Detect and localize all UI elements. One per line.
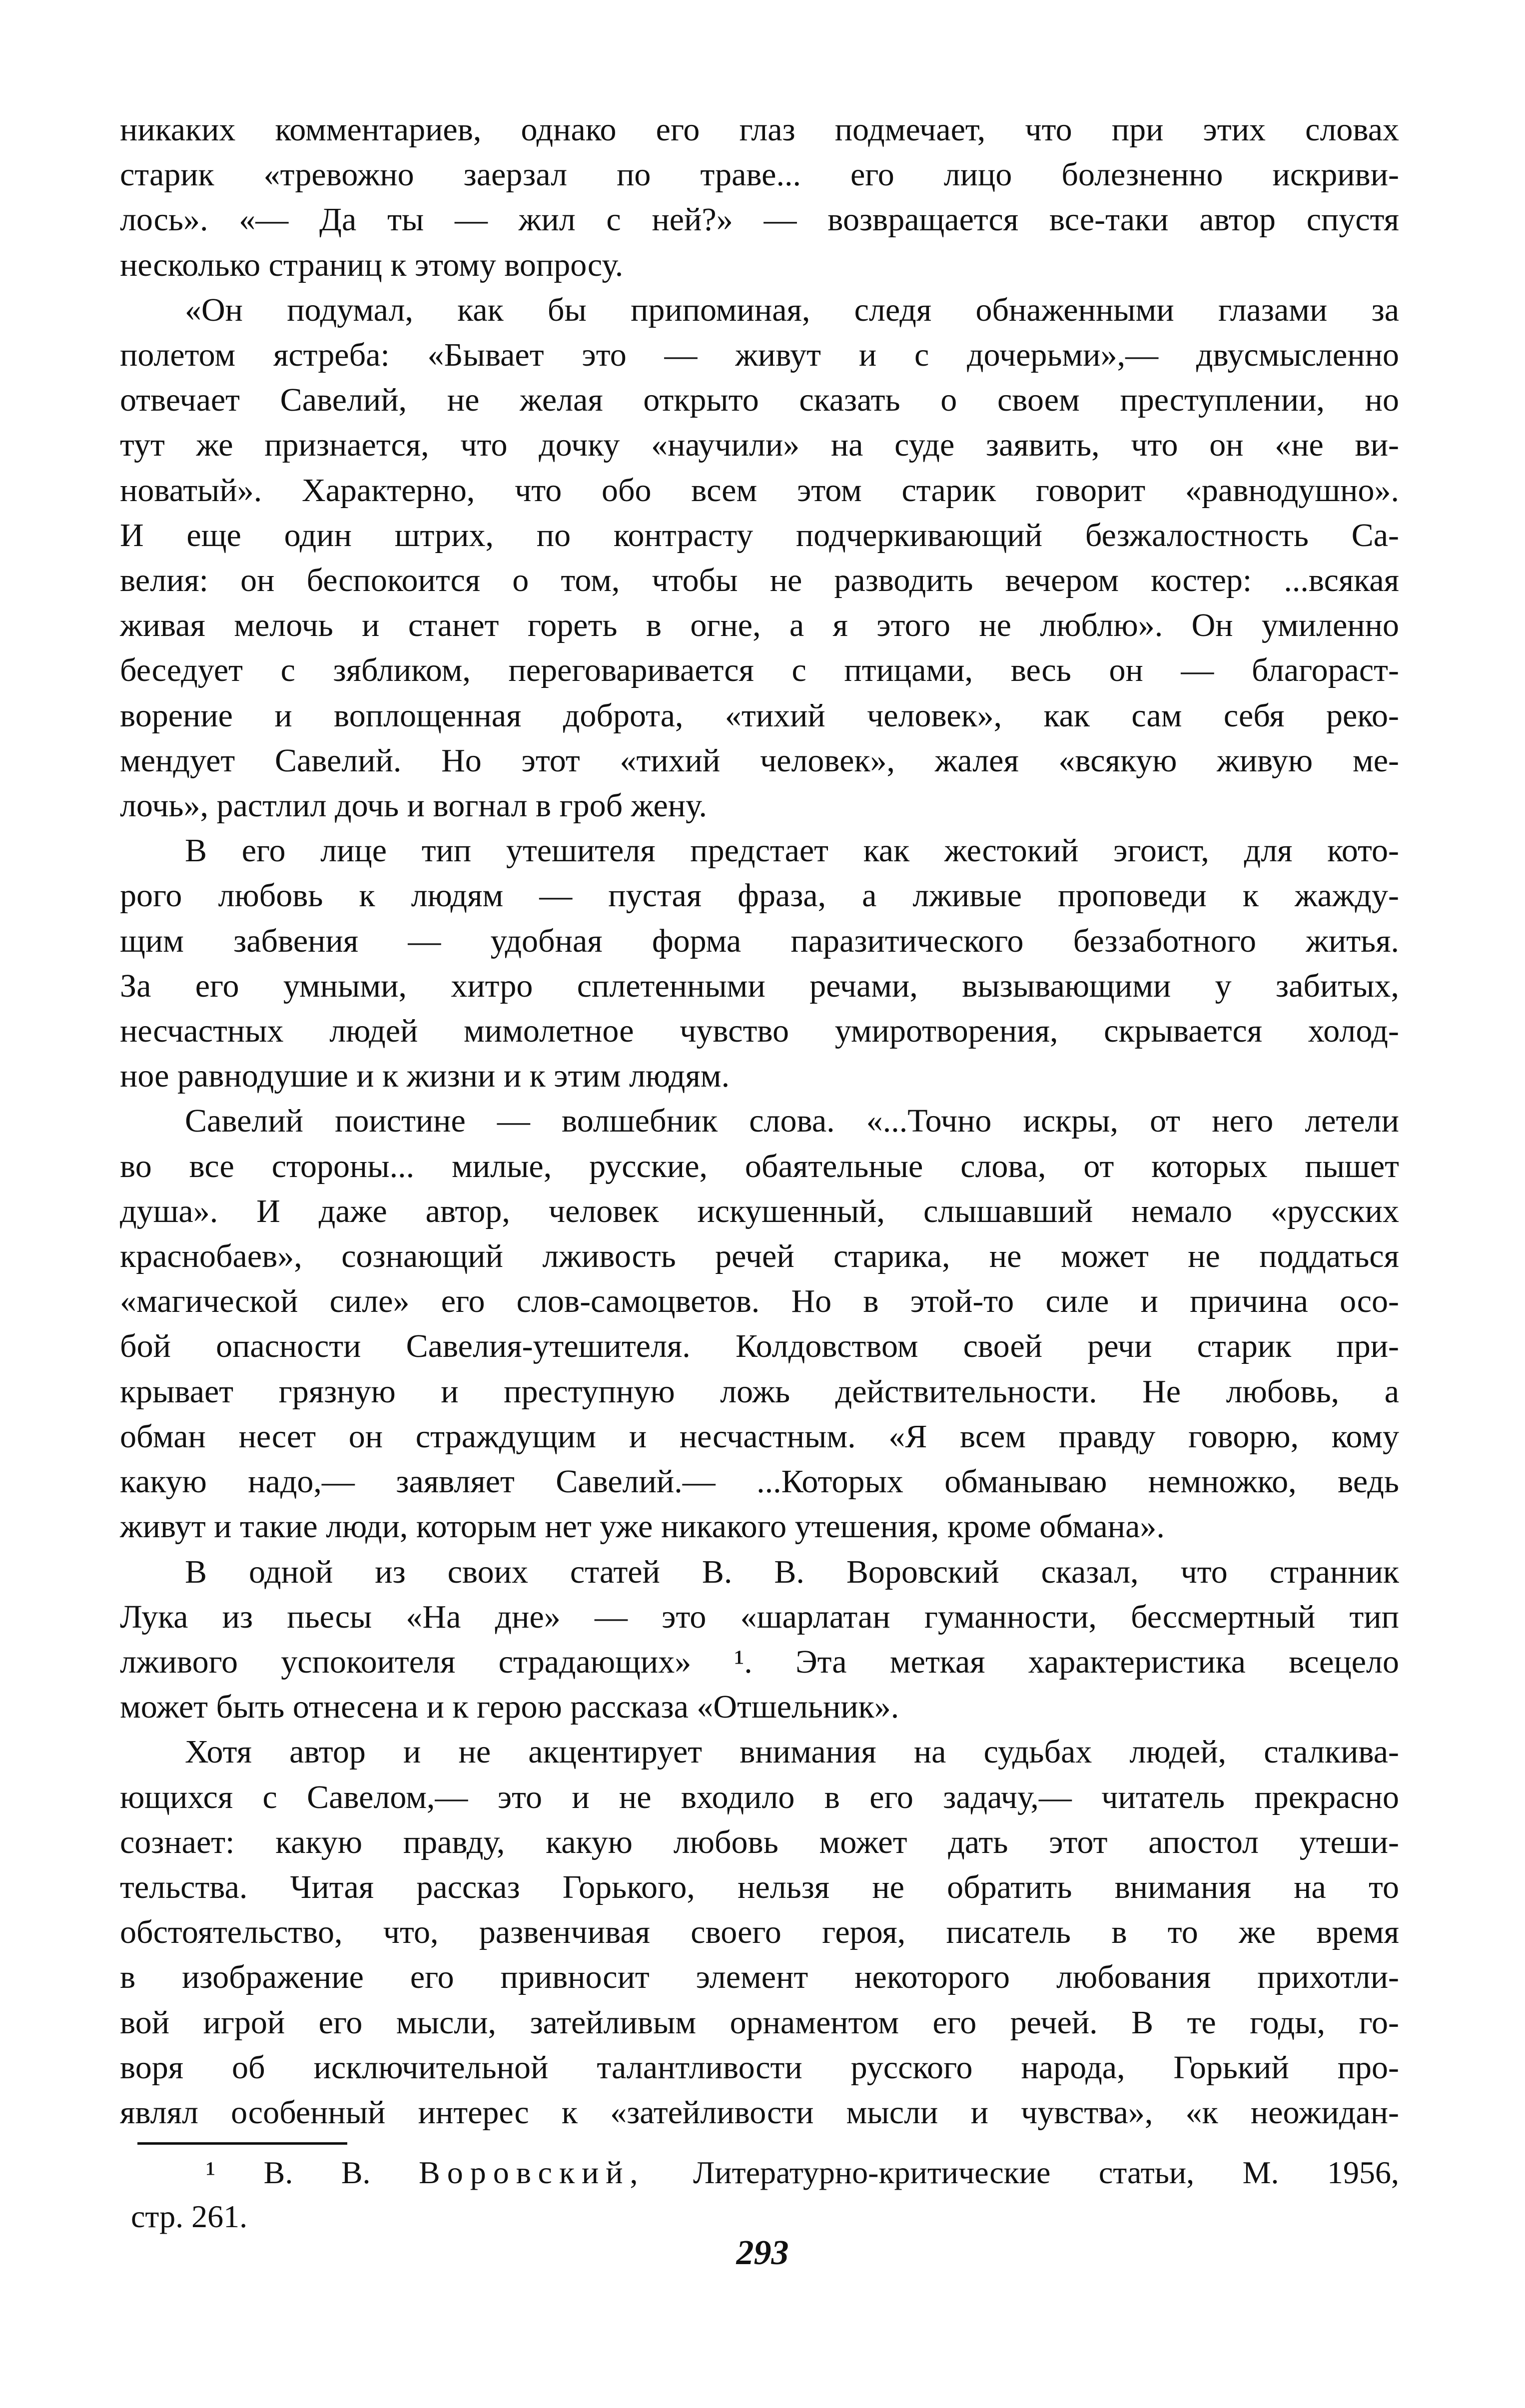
text-line: вой игрой его мысли, затейливым орнаментом его речей. В те годы, го- [120,2004,1399,2041]
text-line: живут и такие люди, которым нет уже никакого утешения, кроме обмана». [120,1508,1165,1545]
text-line: краснобаев», сознающий лживость речей старика, не может не поддаться [120,1238,1399,1275]
text-line: новатый». Характерно, что обо всем этом старик говорит «равнодушно». [120,472,1399,509]
text-line: Хотя автор и не акцентирует внимания на судьбах людей, сталкива- [185,1734,1399,1771]
text-line: живая мелочь и станет гореть в огне, а я этого не люблю». Он умиленно [120,607,1399,644]
text-line: старик «тревожно заерзал по траве... его лицо болезненно искриви- [120,156,1399,193]
text-line: несколько страниц к этому вопросу. [120,246,624,283]
footnote-divider [137,2142,347,2145]
text-line: обстоятельство, что, развенчивая своего героя, писатель в то же время [120,1914,1399,1951]
text-line: щим забвения — удобная форма паразитического беззаботного житья. [120,922,1399,959]
footnote-line: стр. 261. [131,2199,248,2234]
paragraph-6 [120,1730,1399,2135]
footnote-source: Литературно-критические статьи, М. 1956, [693,2155,1400,2190]
text-line: ное равнодушие и к жизни и к этим людям. [120,1058,730,1095]
text-line: несчастных людей мимолетное чувство умиротворения, скрывается холод- [120,1013,1399,1050]
page-number: 293 [736,2234,789,2272]
text-line: тельства. Читая рассказ Горького, нельзя не обратить внимания на то [120,1868,1399,1905]
text-line: мендует Савелий. Но этот «тихий человек», жалея «всякую живую ме- [120,742,1399,779]
text-line: лочь», растлил дочь и вогнал в гроб жену. [120,787,707,824]
text-line: «Он подумал, как бы припоминая, следя обнаженными глазами за [185,291,1399,328]
text-line: Савелий поистине — волшебник слова. «...Точно искры, от него летели [185,1103,1399,1140]
paragraph-1 [120,107,1399,288]
paragraph-2 [120,288,1399,828]
text-line: во все стороны... милые, русские, обаятельные слова, от которых пышет [120,1148,1399,1185]
text-line: рого любовь к людям — пустая фраза, а лживые проповеди к жажду- [120,877,1399,914]
text-line: велия: он беспокоится о том, чтобы не разводить вечером костер: ...всякая [120,562,1399,599]
text-line: лось». «— Да ты — жил с ней?» — возвращается все-таки автор спустя [120,201,1399,238]
body-text [120,107,1399,2135]
text-line: В его лице тип утешителя предстает как жестокий эгоист, для кото- [185,832,1399,869]
text-line: В одной из своих статей В. В. Воровский сказал, что странник [185,1553,1399,1590]
text-line: Лука из пьесы «На дне» — это «шарлатан гуманности, бессмертный тип [120,1598,1399,1635]
paragraph-5 [120,1550,1399,1730]
text-line: ющихся с Савелом,— это и не входило в его задачу,— читатель прекрасно [120,1779,1399,1815]
text-line: За его умными, хитро сплетенными речами, вызывающими у забитых, [120,967,1399,1004]
text-line: какую надо,— заявляет Савелий.— ...Которых обманываю немножко, ведь [120,1463,1399,1500]
text-line: отвечает Савелий, не желая открыто сказать о своем преступлении, но [120,382,1399,419]
text-line: являл особенный интерес к «затейливости мысли и чувства», «к неожидан- [120,2094,1399,2131]
text-line: крывает грязную и преступную ложь действительности. Не любовь, а [120,1373,1399,1410]
paragraph-4 [120,1099,1399,1549]
footnote-author: Воровский, [419,2155,645,2190]
text-line: воря об исключительной талантливости русского народа, Горький про- [120,2049,1399,2086]
text-line: душа». И даже автор, человек искушенный, слышавший немало «русских [120,1193,1399,1229]
text-line: может быть отнесена и к герою рассказа «Отшельник». [120,1689,899,1726]
text-line: ворение и воплощенная доброта, «тихий человек», как сам себя реко- [120,697,1399,734]
text-line: И еще один штрих, по контрасту подчеркивающий безжалостность Са- [120,517,1399,554]
text-line: полетом ястреба: «Бывает это — живут и с дочерьми»,— двусмысленно [120,337,1399,374]
footnote-line [131,2151,1399,2195]
text-line: сознает: какую правду, какую любовь может дать этот апостол утеши- [120,1823,1399,1860]
text-line: беседует с зябликом, переговаривается с птицами, весь он — благораст- [120,652,1399,689]
text-line: обман несет он страждущим и несчастным. «Я всем правду говорю, кому [120,1418,1399,1455]
text-line: бой опасности Савелия-утешителя. Колдовством своей речи старик при- [120,1328,1399,1365]
text-line: никаких комментариев, однако его глаз подмечает, что при этих словах [120,111,1399,148]
text-line: тут же признается, что дочку «научили» на суде заявить, что он «не ви- [120,427,1399,464]
text-line: лживого успокоителя страдающих» ¹. Эта меткая характеристика всецело [120,1643,1399,1680]
paragraph-3 [120,828,1399,1099]
footnote [131,2151,1399,2239]
text-line: «магической силе» его слов-самоцветов. Но в этой-то силе и причина осо- [120,1283,1399,1320]
footnote-marker: ¹ В. В. [206,2155,371,2190]
text-line: в изображение его привносит элемент некоторого любования прихотли- [120,1959,1399,1996]
